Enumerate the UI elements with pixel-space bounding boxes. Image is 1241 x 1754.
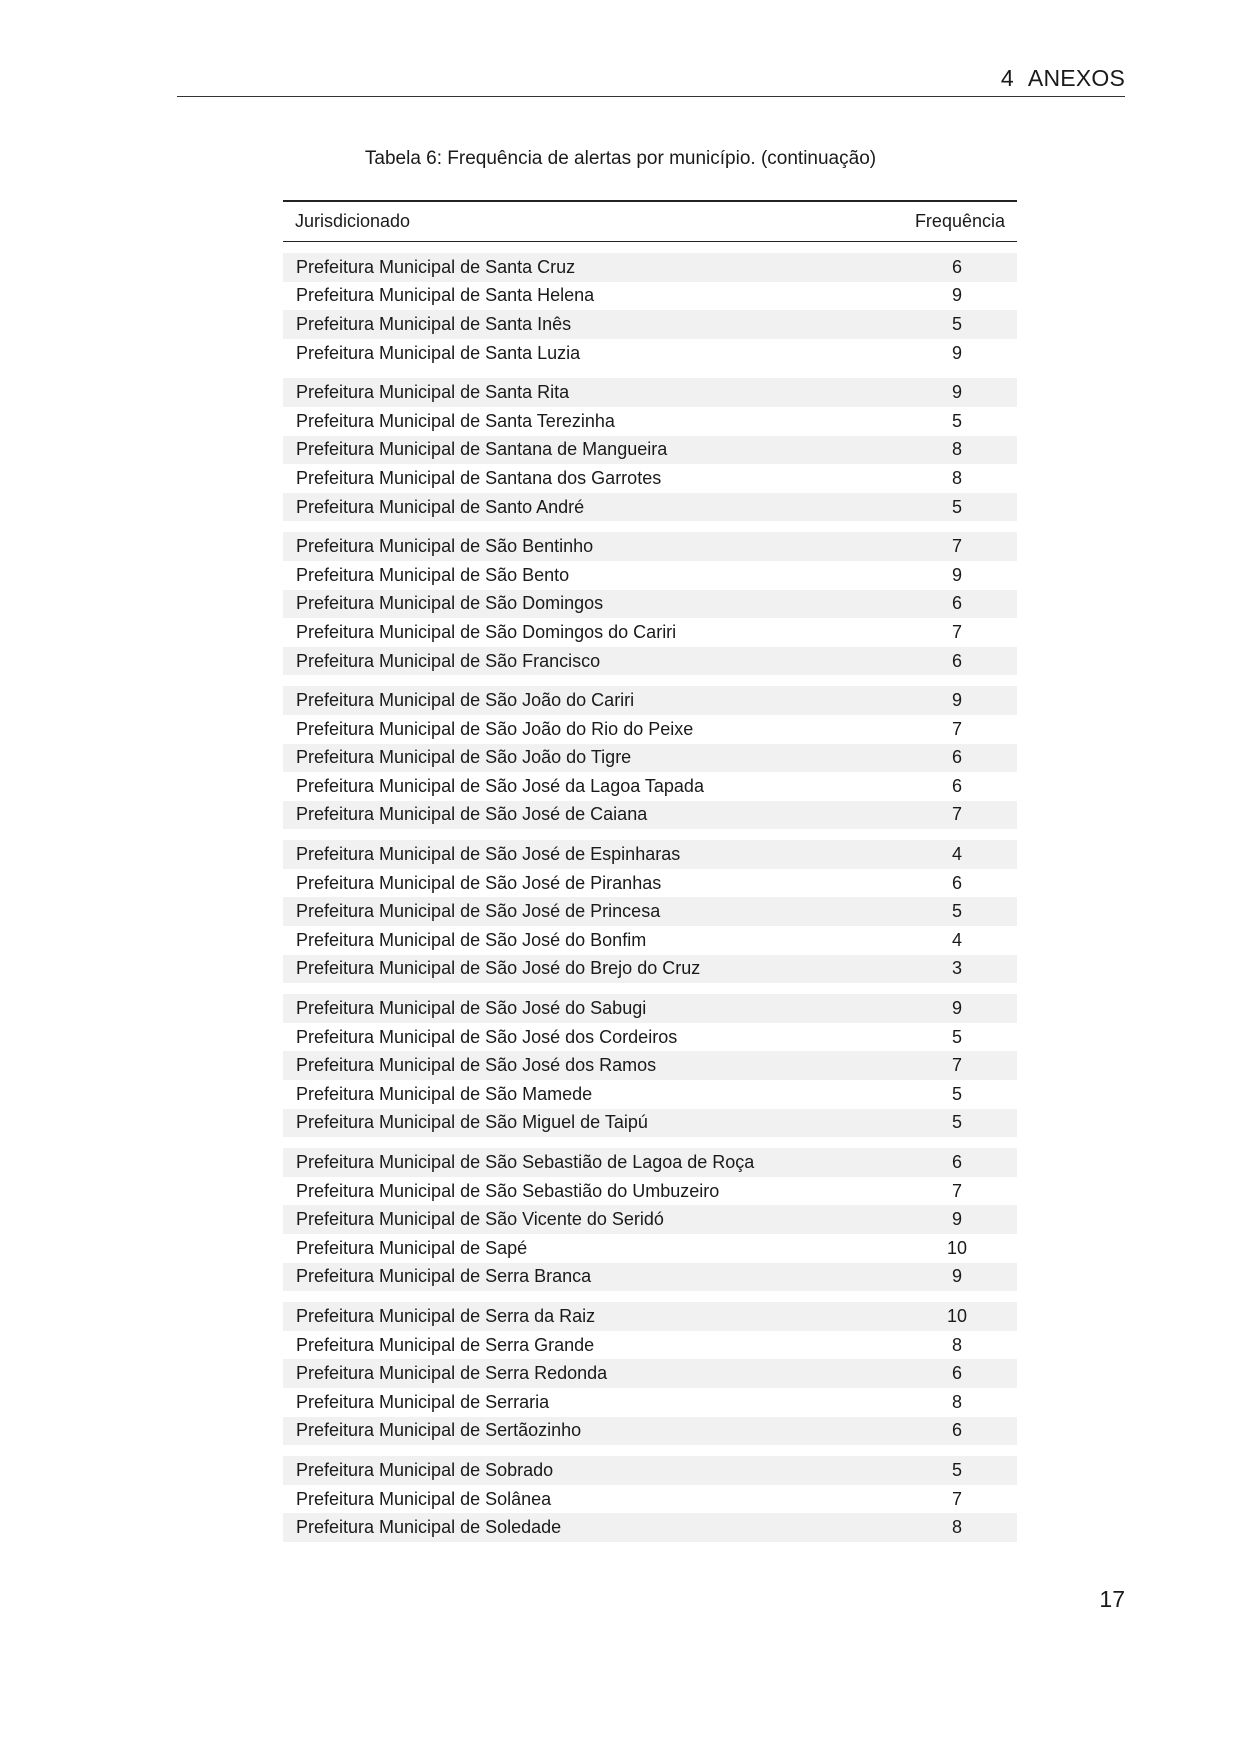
- jurisdicionado-cell: Prefeitura Municipal de São João do Tigre: [296, 747, 632, 768]
- frequencia-cell: 8: [951, 1334, 962, 1355]
- frequencia-cell: 5: [951, 313, 962, 334]
- table-row: [283, 772, 1017, 801]
- frequencia-cell: 8: [951, 467, 962, 488]
- frequencia-cell: 8: [951, 1391, 962, 1412]
- jurisdicionado-cell: Prefeitura Municipal de Serra da Raiz: [296, 1305, 596, 1326]
- column-header-frequencia: Frequência: [914, 211, 1005, 231]
- jurisdicionado-cell: Prefeitura Municipal de São Domingos do Cariri: [296, 621, 677, 642]
- frequencia-cell: 9: [951, 1209, 962, 1230]
- running-header: [177, 64, 1125, 97]
- jurisdicionado-cell: Prefeitura Municipal de Serra Grande: [296, 1334, 595, 1355]
- table-row: [283, 310, 1017, 339]
- table-row: [283, 590, 1017, 619]
- table-row: [283, 869, 1017, 898]
- jurisdicionado-cell: Prefeitura Municipal de São Domingos: [296, 593, 604, 614]
- frequencia-cell: 5: [951, 410, 962, 431]
- jurisdicionado-cell: Prefeitura Municipal de São Vicente do Seridó: [296, 1209, 664, 1230]
- jurisdicionado-cell: Prefeitura Municipal de Santa Luzia: [296, 342, 581, 363]
- jurisdicionado-cell: Prefeitura Municipal de Santana de Mangueira: [296, 439, 668, 460]
- row-group: [283, 1302, 1017, 1445]
- frequencia-cell: 7: [951, 1055, 962, 1076]
- table-body: [283, 242, 1017, 1542]
- table-row: [283, 1205, 1017, 1234]
- table-row: [283, 744, 1017, 773]
- jurisdicionado-cell: Prefeitura Municipal de São José de Espinharas: [296, 844, 681, 865]
- frequencia-cell: 5: [951, 1112, 962, 1133]
- jurisdicionado-cell: Prefeitura Municipal de São José do Brejo do Cruz: [296, 958, 701, 979]
- table-row: [283, 801, 1017, 830]
- jurisdicionado-cell: Prefeitura Municipal de Santa Terezinha: [296, 410, 615, 431]
- jurisdicionado-cell: Prefeitura Municipal de Sobrado: [296, 1459, 554, 1480]
- table-row: [283, 1388, 1017, 1417]
- frequencia-cell: 8: [951, 439, 962, 460]
- frequencia-cell: 5: [951, 1026, 962, 1047]
- row-group: [283, 994, 1017, 1137]
- table-row: [283, 715, 1017, 744]
- chapter-heading: [1001, 65, 1125, 92]
- table-row: [283, 1109, 1017, 1138]
- jurisdicionado-cell: Prefeitura Municipal de São Bento: [296, 564, 570, 585]
- jurisdicionado-cell: Prefeitura Municipal de Sapé: [296, 1237, 528, 1258]
- jurisdicionado-cell: Prefeitura Municipal de Solânea: [296, 1488, 552, 1509]
- jurisdicionado-cell: Prefeitura Municipal de São José do Sabugi: [296, 998, 647, 1019]
- table-row: [283, 1051, 1017, 1080]
- frequencia-cell: 10: [946, 1305, 968, 1326]
- jurisdicionado-cell: Prefeitura Municipal de São José dos Ramos: [296, 1055, 657, 1076]
- frequencia-cell: 9: [951, 285, 962, 306]
- table-row: [283, 840, 1017, 869]
- jurisdicionado-cell: Prefeitura Municipal de São Francisco: [296, 650, 601, 671]
- frequencia-cell: 5: [951, 1459, 962, 1480]
- chapter-number: 4: [1000, 65, 1014, 91]
- frequencia-cell: 7: [951, 621, 962, 642]
- frequencia-cell: 7: [951, 536, 962, 557]
- jurisdicionado-cell: Prefeitura Municipal de Serra Redonda: [296, 1363, 608, 1384]
- table-row: [283, 1417, 1017, 1446]
- frequencia-cell: 9: [951, 564, 962, 585]
- row-group: [283, 686, 1017, 829]
- jurisdicionado-cell: Prefeitura Municipal de Sertãozinho: [296, 1420, 582, 1441]
- jurisdicionado-cell: Prefeitura Municipal de Santa Cruz: [296, 256, 576, 277]
- jurisdicionado-cell: Prefeitura Municipal de São José de Princesa: [296, 901, 661, 922]
- frequencia-cell: 7: [951, 1180, 962, 1201]
- row-group: [283, 840, 1017, 983]
- frequencia-cell: 4: [951, 929, 962, 950]
- table-row: [283, 1234, 1017, 1263]
- table-row: [283, 897, 1017, 926]
- table-row: [283, 1456, 1017, 1485]
- table-header: [283, 202, 1017, 242]
- table-row: [283, 955, 1017, 984]
- table-row: [283, 407, 1017, 436]
- jurisdicionado-cell: Prefeitura Municipal de São Sebastião do Umbuzeiro: [296, 1180, 720, 1201]
- frequencia-cell: 9: [951, 690, 962, 711]
- table-row: [283, 926, 1017, 955]
- frequencia-cell: 7: [951, 804, 962, 825]
- jurisdicionado-cell: Prefeitura Municipal de São Bentinho: [296, 536, 594, 557]
- table-row: [283, 561, 1017, 590]
- frequencia-cell: 6: [951, 1363, 962, 1384]
- table-row: [283, 253, 1017, 282]
- frequencia-cell: 8: [951, 1517, 962, 1538]
- frequencia-cell: 4: [951, 844, 962, 865]
- frequencia-cell: 6: [951, 775, 962, 796]
- frequencia-cell: 9: [951, 342, 962, 363]
- row-group: [283, 1148, 1017, 1291]
- jurisdicionado-cell: Prefeitura Municipal de São José da Lagoa Tapada: [296, 775, 704, 796]
- frequencia-cell: 6: [951, 1152, 962, 1173]
- frequencia-cell: 3: [951, 958, 962, 979]
- table-row: [283, 994, 1017, 1023]
- jurisdicionado-cell: Prefeitura Municipal de São Miguel de Taipú: [296, 1112, 648, 1133]
- table-row: [283, 1177, 1017, 1206]
- frequencia-cell: 7: [951, 1488, 962, 1509]
- table-row: [283, 618, 1017, 647]
- jurisdicionado-cell: Prefeitura Municipal de Santa Helena: [296, 285, 595, 306]
- table-row: [283, 686, 1017, 715]
- frequencia-cell: 10: [946, 1237, 968, 1258]
- table-row: [283, 1023, 1017, 1052]
- table-row: [283, 1331, 1017, 1360]
- table-row: [283, 493, 1017, 522]
- table-row: [283, 1513, 1017, 1542]
- table-caption: Tabela 6: Frequência de alertas por município. (continuação): [364, 148, 877, 169]
- table-row: [283, 647, 1017, 676]
- frequencia-cell: 6: [951, 650, 962, 671]
- table-row: [283, 1302, 1017, 1331]
- frequencia-cell: 9: [951, 382, 962, 403]
- column-header-jurisdicionado: Jurisdicionado: [295, 211, 411, 231]
- row-group: [283, 253, 1017, 367]
- chapter-title: ANEXOS: [1027, 65, 1125, 91]
- jurisdicionado-cell: Prefeitura Municipal de São José do Bonfim: [296, 929, 647, 950]
- frequencia-cell: 6: [951, 256, 962, 277]
- jurisdicionado-cell: Prefeitura Municipal de São José de Caiana: [296, 804, 648, 825]
- frequency-table: [283, 200, 1017, 1553]
- table-row: [283, 1359, 1017, 1388]
- jurisdicionado-cell: Prefeitura Municipal de Santana dos Garrotes: [296, 467, 662, 488]
- table-row: [283, 464, 1017, 493]
- table-row: [283, 339, 1017, 368]
- table-row: [283, 378, 1017, 407]
- frequencia-cell: 5: [951, 496, 962, 517]
- table-row: [283, 1148, 1017, 1177]
- frequencia-cell: 6: [951, 747, 962, 768]
- frequencia-cell: 7: [951, 718, 962, 739]
- jurisdicionado-cell: Prefeitura Municipal de Santa Rita: [296, 382, 570, 403]
- jurisdicionado-cell: Prefeitura Municipal de Serra Branca: [296, 1266, 592, 1287]
- jurisdicionado-cell: Prefeitura Municipal de Santa Inês: [296, 313, 572, 334]
- jurisdicionado-cell: Prefeitura Municipal de Soledade: [296, 1517, 562, 1538]
- jurisdicionado-cell: Prefeitura Municipal de São José de Piranhas: [296, 872, 662, 893]
- frequencia-cell: 9: [951, 1266, 962, 1287]
- table-row: [283, 532, 1017, 561]
- jurisdicionado-cell: Prefeitura Municipal de Serraria: [296, 1391, 550, 1412]
- jurisdicionado-cell: Prefeitura Municipal de São João do Cariri: [296, 690, 635, 711]
- jurisdicionado-cell: Prefeitura Municipal de São Sebastião de Lagoa de Roça: [296, 1152, 755, 1173]
- frequencia-cell: 6: [951, 872, 962, 893]
- frequencia-cell: 6: [951, 593, 962, 614]
- table-row: [283, 1485, 1017, 1514]
- frequencia-cell: 9: [951, 998, 962, 1019]
- jurisdicionado-cell: Prefeitura Municipal de São João do Rio do Peixe: [296, 718, 694, 739]
- table-row: [283, 282, 1017, 311]
- frequencia-cell: 5: [951, 1083, 962, 1104]
- table-row: [283, 436, 1017, 465]
- row-group: [283, 532, 1017, 675]
- table-row: [283, 1263, 1017, 1292]
- row-group: [283, 1456, 1017, 1542]
- frequencia-cell: 5: [951, 901, 962, 922]
- table-row: [283, 1080, 1017, 1109]
- jurisdicionado-cell: Prefeitura Municipal de Santo André: [296, 496, 585, 517]
- jurisdicionado-cell: Prefeitura Municipal de São José dos Cordeiros: [296, 1026, 678, 1047]
- page-number: 17: [1099, 1586, 1125, 1612]
- jurisdicionado-cell: Prefeitura Municipal de São Mamede: [296, 1083, 593, 1104]
- row-group: [283, 378, 1017, 521]
- frequencia-cell: 6: [951, 1420, 962, 1441]
